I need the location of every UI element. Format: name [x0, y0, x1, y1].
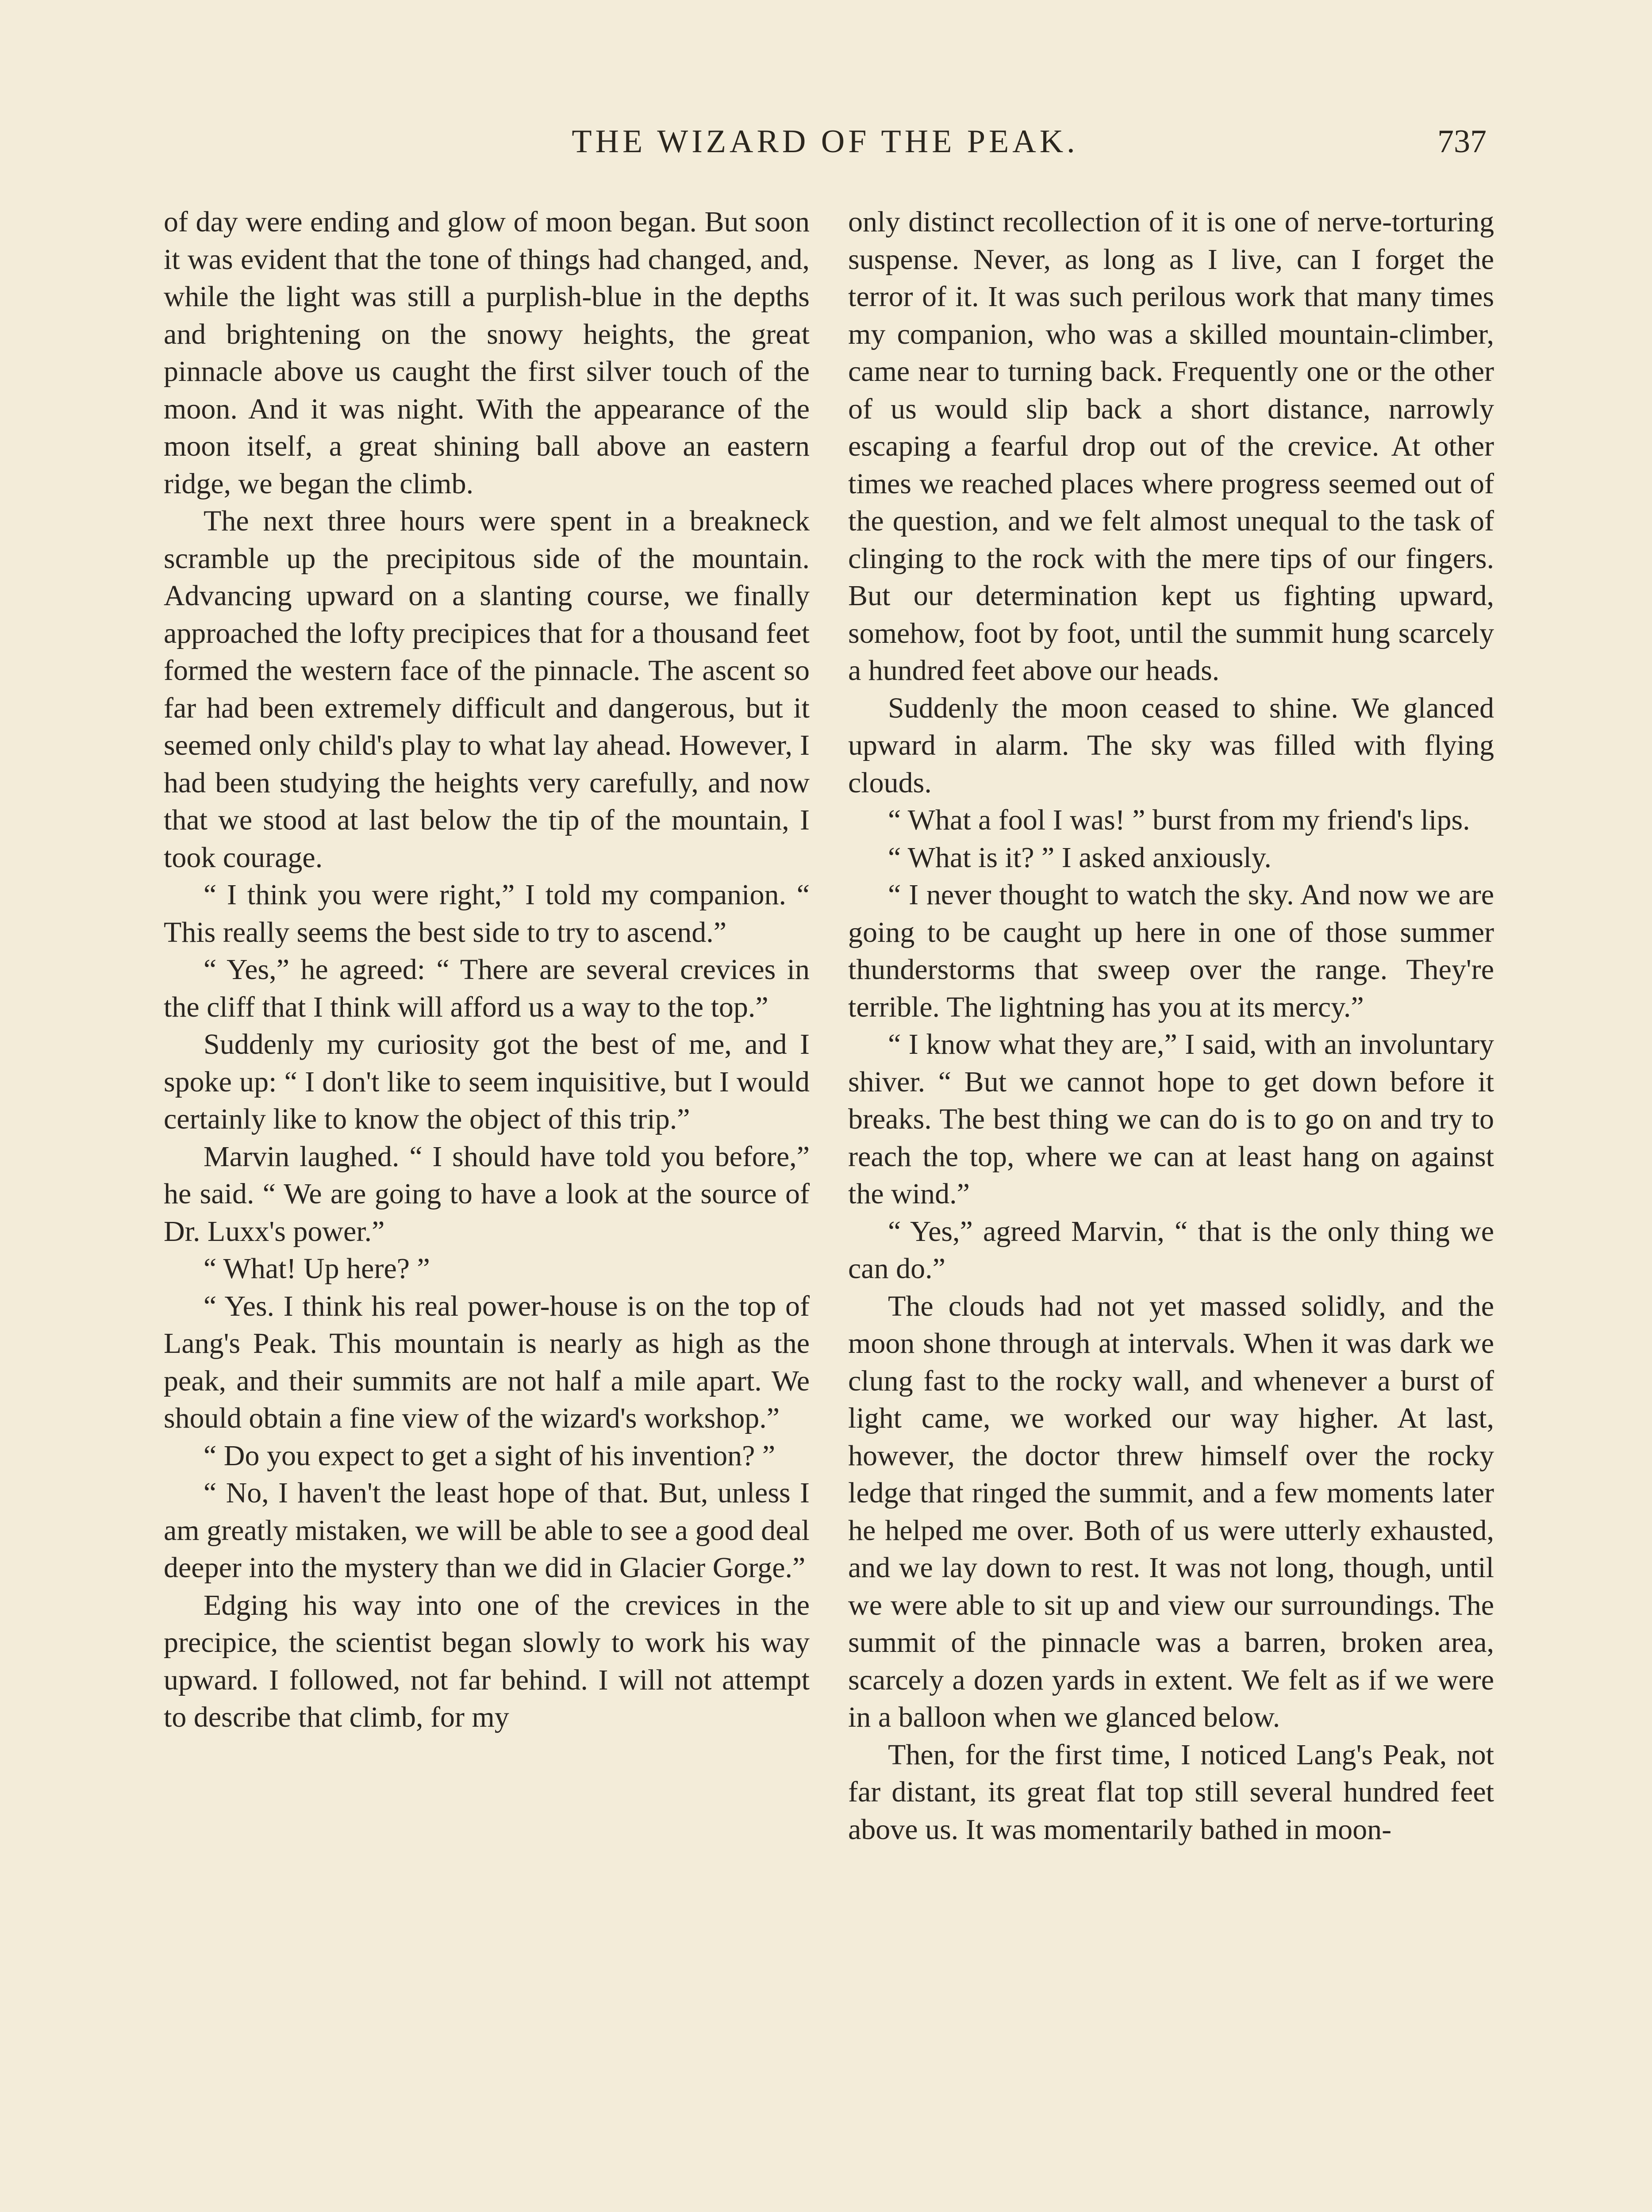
paragraph: “ I think you were right,” I told my companion. “ This really seems the best side to try to ascend.” [164, 879, 810, 949]
paragraph: Edging his way into one of the crevices in the precipice, the scientist began slowly to work his way upward. I followed, not far behind. I will not attempt to describe that climb, for my [164, 1589, 810, 1733]
paragraph: Suddenly my curiosity got the best of me, and I spoke up: “ I don't like to seem inquisitive, but I would certainly like to know the object of this trip.” [164, 1028, 810, 1135]
paragraph: “ I never thought to watch the sky. And now we are going to be caught up here in one of those summer thunderstorms that sweep over the range. They're terrible. The lightning has you at its mercy.” [848, 879, 1494, 1023]
paragraph: Marvin laughed. “ I should have told you before,” he said. “ We are going to have a look at the source of Dr. Luxx's power.” [164, 1140, 810, 1248]
paragraph: “ What is it? ” I asked anxiously. [888, 841, 1272, 874]
running-title: THE WIZARD OF THE PEAK. [572, 123, 1079, 160]
paragraph: “ I know what they are,” I said, with an involuntary shiver. “ But we cannot hope to get down before it breaks. The best thing we can do is to go on and try to reach the top, where we can at least hang on against the wind.” [848, 1028, 1494, 1210]
paragraph: “ Yes,” he agreed: “ There are several crevices in the cliff that I think will afford us a way to the top.” [164, 953, 810, 1023]
paragraph: The next three hours were spent in a breakneck scramble up the precipitous side of the mountain. Advancing upward on a slanting course, we finally approached the lofty precipices that for a thousand feet formed the western face of the pinnacle. The ascent so far had been extremely difficult and dangerous, but it seemed only child's play to what lay ahead. However, I had been studying the heights very carefully, and now that we stood at last below the tip of the mountain, I took courage. [164, 505, 810, 874]
paragraph: The clouds had not yet massed solidly, and the moon shone through at intervals. When it was dark we clung fast to the rocky wall, and whenever a burst of light came, we worked our way higher. At last, however, the doctor threw himself over the rocky ledge that ringed the summit, and a few moments later he helped me over. Both of us were utterly exhausted, and we lay down to rest. It was not long, though, until we were able to sit up and view our surroundings. The summit of the pinnacle was a barren, broken area, scarcely a dozen yards in extent. We felt as if we were in a balloon when we glanced below. [848, 1290, 1494, 1733]
paragraph: “ Do you expect to get a sight of his invention? ” [204, 1439, 776, 1472]
paragraph: of day were ending and glow of moon began. But soon it was evident that the tone of things had changed, and, while the light was still a purplish-blue in the depths and brightening on the snowy heights, the great pinnacle above us caught the first silver touch of the moon. And it was night. With the appearance of the moon itself, a great shining ball above an eastern ridge, we began the climb. [164, 206, 810, 500]
paragraph: “ Yes. I think his real power-house is on the top of Lang's Peak. This mountain is nearly as high as the peak, and their summits are not half a mile apart. We should obtain a fine view of the wizard's workshop.” [164, 1290, 810, 1434]
page-number: 737 [1437, 123, 1487, 160]
paragraph: “ No, I haven't the least hope of that. But, unless I am greatly mistaken, we will be able to see a good deal deeper into the mystery than we did in Glacier Gorge.” [164, 1477, 810, 1584]
page-header [164, 123, 1487, 172]
right-column [848, 204, 1494, 1848]
paragraph: only distinct recollection of it is one of nerve-torturing suspense. Never, as long as I live, can I forget the terror of it. It was such perilous work that many times my companion, who was a skilled mountain-climber, came near to turning back. Frequently one or the other of us would slip back a short distance, narrowly escaping a fearful drop out of the crevice. At other times we reached places where progress seemed out of the question, and we felt almost unequal to the task of clinging to the rock with the mere tips of our fingers. But our determination kept us fighting upward, somehow, foot by foot, until the summit hung scarcely a hundred feet above our heads. [848, 206, 1494, 687]
paragraph: “ What! Up here? ” [204, 1252, 430, 1285]
paragraph: Suddenly the moon ceased to shine. We glanced upward in alarm. The sky was filled with flying clouds. [848, 691, 1494, 799]
left-column [164, 204, 810, 1736]
paragraph: “ Yes,” agreed Marvin, “ that is the only thing we can do.” [848, 1215, 1494, 1285]
paragraph: “ What a fool I was! ” burst from my friend's lips. [888, 804, 1470, 836]
paragraph: Then, for the first time, I noticed Lang's Peak, not far distant, its great flat top still several hundred feet above us. It was momentarily bathed in moon- [848, 1738, 1494, 1846]
